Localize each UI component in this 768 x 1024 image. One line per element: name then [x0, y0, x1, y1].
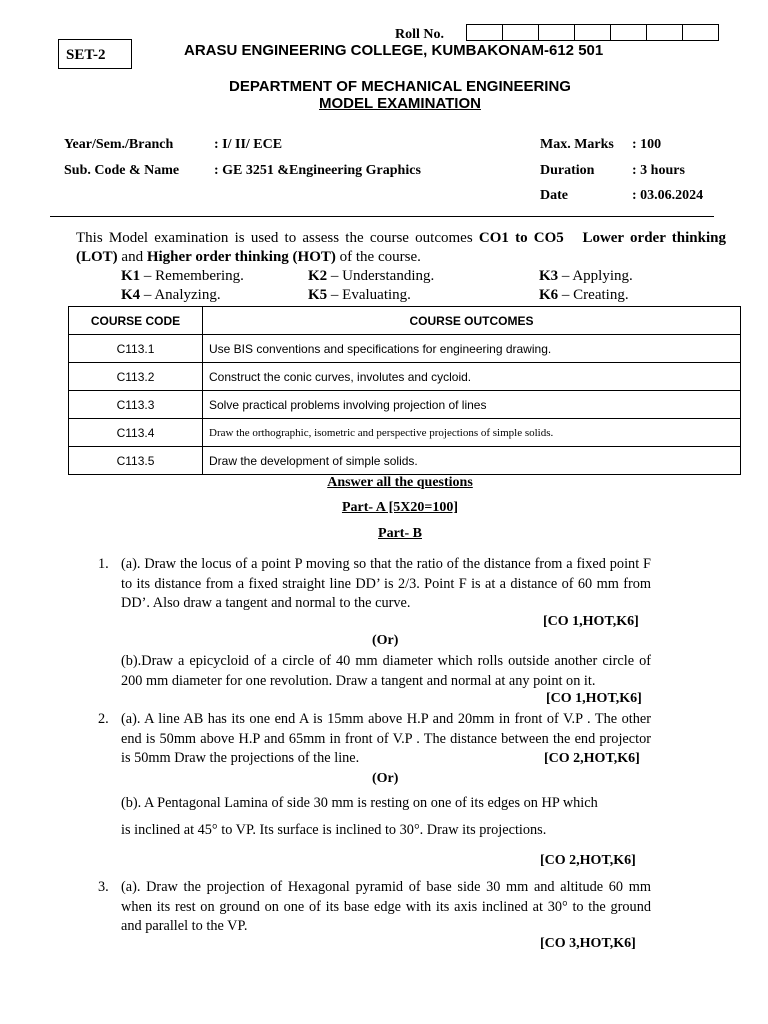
college-name: ARASU ENGINEERING COLLEGE, KUMBAKONAM-612 501 — [184, 42, 604, 59]
roll-number-label: Roll No. — [395, 27, 444, 42]
intro-paragraph — [76, 229, 726, 267]
co-tag: [CO 2,HOT,K6] — [538, 751, 640, 767]
question-number: 1. — [98, 556, 109, 572]
question-3a: (a). Draw the projection of Hexagonal pyramid of base side 30 mm and altitude 60 mm when its rest on ground on one of its base edge with its axis inclined at 30° to the ground and parallel to the VP. — [121, 879, 651, 934]
course-outcome-cell: Draw the orthographic, isometric and perspective projections of simple solids. — [203, 419, 741, 447]
lot-label: Lower order thinking (LOT) — [76, 230, 726, 265]
table-row — [69, 447, 741, 475]
question-1b: (b).Draw a epicycloid of a circle of 40 mm diameter which rolls outside another circle of 200 mm diameter for one revolution. Draw a tangent and normal at any point on it. — [121, 653, 651, 689]
level-k6: K6 – Creating. — [539, 287, 629, 303]
level-k2: K2 – Understanding. — [308, 268, 435, 284]
table-header-row — [69, 307, 741, 335]
course-outcomes-table — [68, 306, 741, 475]
level-k4: K4 – Analyzing. — [121, 287, 221, 303]
question-2b-line1: (b). A Pentagonal Lamina of side 30 mm is resting on one of its edges on HP which — [121, 795, 598, 811]
course-code-cell: C113.5 — [69, 447, 203, 475]
year-label: Year/Sem./Branch — [64, 137, 174, 152]
course-outcome-cell: Draw the development of simple solids. — [203, 447, 741, 475]
exam-title: MODEL EXAMINATION — [319, 95, 481, 112]
question-1a: (a). Draw the locus of a point P moving so that the ratio of the distance from a fixed point F to its distance from a fixed straight line DD’ is 2/3. Point F is at a distance of 60 mm from DD’. Also draw a tangent and normal to the curve. — [121, 556, 651, 611]
co-tag: [CO 1,HOT,K6] — [540, 691, 642, 707]
duration-value: : 3 hours — [632, 163, 685, 178]
course-code-cell: C113.4 — [69, 419, 203, 447]
max-marks-value: : 100 — [632, 137, 662, 152]
duration-label: Duration — [540, 163, 595, 178]
roll-box — [647, 25, 683, 40]
course-outcome-cell: Solve practical problems involving projection of lines — [203, 391, 741, 419]
co-tag: [CO 3,HOT,K6] — [540, 936, 636, 951]
date-value: : 03.06.2024 — [632, 188, 704, 203]
course-code-cell: C113.2 — [69, 363, 203, 391]
course-outcome-cell: Use BIS conventions and specifications for engineering drawing. — [203, 335, 741, 363]
roll-box — [467, 25, 503, 40]
course-code-cell: C113.1 — [69, 335, 203, 363]
level-k5: K5 – Evaluating. — [308, 287, 411, 303]
co-tag: [CO 1,HOT,K6] — [543, 614, 639, 629]
co-range: CO1 to CO5 — [478, 230, 564, 246]
question-2b-line2: is inclined at 45° to VP. Its surface is inclined to 30°. Draw its projections. — [121, 822, 547, 838]
header-course-outcomes: COURSE OUTCOMES — [203, 307, 741, 335]
date-label: Date — [540, 188, 568, 203]
roll-box — [683, 25, 718, 40]
roll-number-boxes — [466, 24, 719, 41]
intro-end: of the course. — [335, 249, 421, 265]
header-course-code: COURSE CODE — [69, 307, 203, 335]
year-value: : I/ II/ ECE — [214, 137, 283, 152]
hot-label: Higher order thinking (HOT) — [146, 249, 336, 265]
or-separator: (Or) — [372, 633, 399, 648]
table-row — [69, 391, 741, 419]
co-tag: [CO 2,HOT,K6] — [540, 853, 636, 868]
part-a-heading: Part- A [5X20=100] — [341, 500, 459, 515]
table-row — [69, 335, 741, 363]
divider — [50, 216, 714, 217]
max-marks-label: Max. Marks — [540, 137, 614, 152]
or-separator: (Or) — [372, 771, 399, 786]
intro-text: This Model examination is used to assess the course outcomes — [76, 230, 479, 246]
table-row — [69, 363, 741, 391]
question-number: 2. — [98, 711, 109, 727]
subject-label: Sub. Code & Name — [64, 163, 180, 178]
table-row — [69, 419, 741, 447]
answer-all-heading: Answer all the questions — [327, 475, 473, 490]
department-title: DEPARTMENT OF MECHANICAL ENGINEERING — [229, 78, 571, 95]
roll-box — [503, 25, 539, 40]
subject-value: : GE 3251 &Engineering Graphics — [214, 163, 421, 178]
level-k3: K3 – Applying. — [539, 268, 633, 284]
level-k1: K1 – Remembering. — [121, 268, 244, 284]
roll-box — [539, 25, 575, 40]
part-b-heading: Part- B — [378, 526, 422, 541]
course-code-cell: C113.3 — [69, 391, 203, 419]
question-2a: (a). A line AB has its one end A is 15mm above H.P and 20mm in front of V.P . The other end is 50mm above H.P and 65mm in front of V.P . The distance between the end projector is 50mm Draw the projections of the line. — [121, 711, 651, 766]
roll-box — [575, 25, 611, 40]
set-label: SET-2 — [58, 39, 132, 69]
question-number: 3. — [98, 879, 109, 895]
roll-box — [611, 25, 647, 40]
intro-and: and — [117, 249, 147, 265]
course-outcome-cell: Construct the conic curves, involutes and cycloid. — [203, 363, 741, 391]
